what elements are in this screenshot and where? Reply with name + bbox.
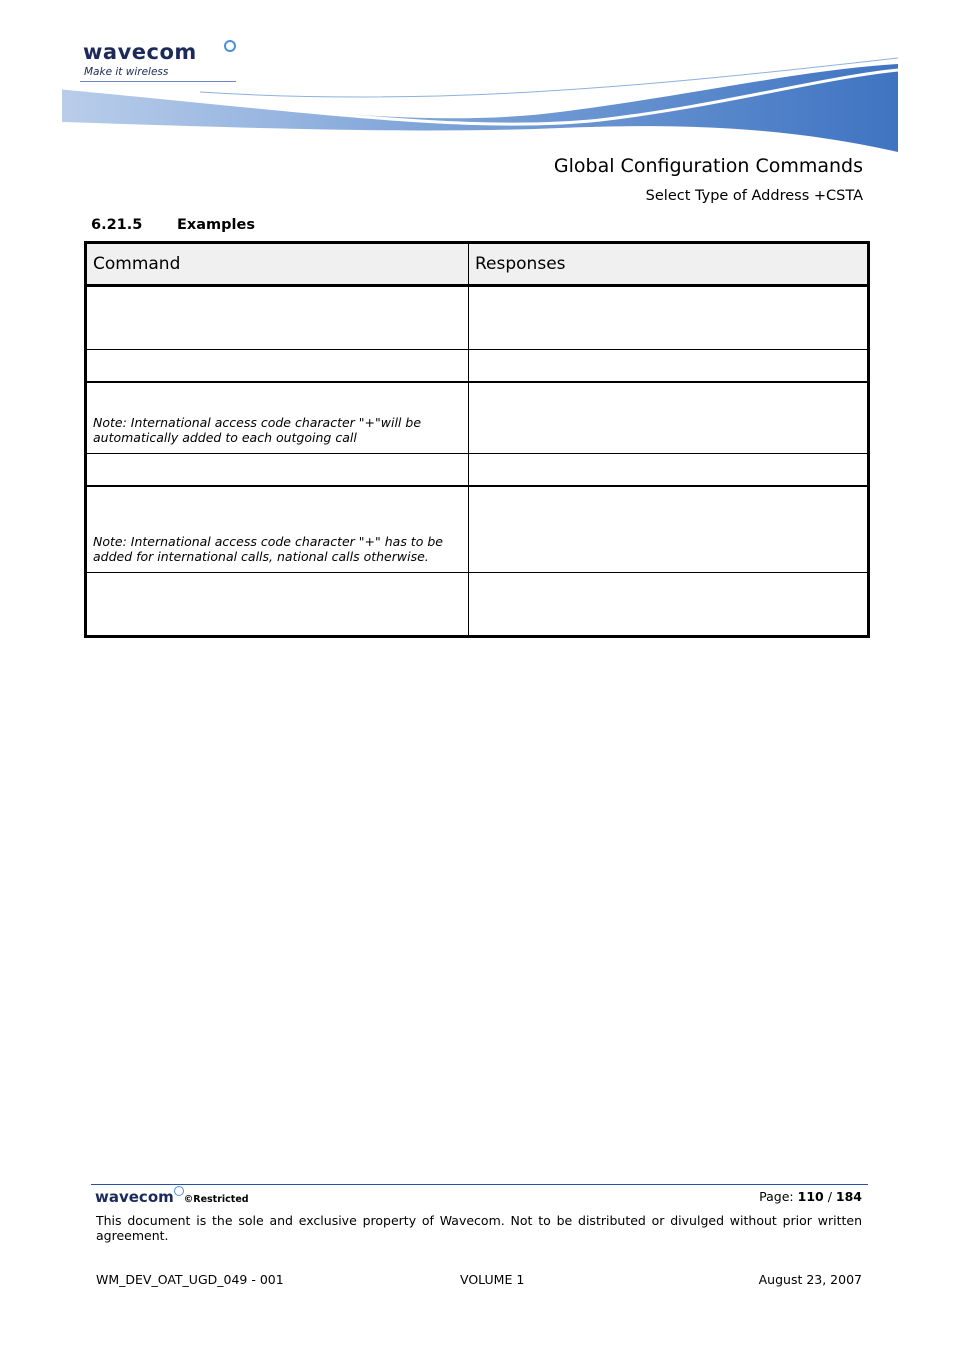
footer-logo	[95, 1188, 249, 1206]
command-cell	[86, 573, 469, 637]
table-row	[86, 573, 869, 637]
table-row	[86, 486, 869, 573]
command-cell	[86, 454, 469, 486]
page-header-title: Global Configuration Commands	[553, 155, 863, 177]
logo-wordmark: wavecom	[83, 40, 197, 64]
page-label: Page:	[759, 1189, 794, 1204]
section-number: 6.21.5	[91, 217, 143, 233]
section-title: Examples	[177, 217, 255, 233]
restricted-label: ©Restricted	[183, 1194, 249, 1205]
response-cell	[469, 454, 869, 486]
header-wave-banner	[0, 50, 954, 160]
command-cell	[86, 286, 469, 350]
table-header-row	[86, 243, 869, 286]
document-reference: WM_DEV_OAT_UGD_049 - 001	[96, 1272, 284, 1287]
footer-wordmark: wavecom	[95, 1188, 174, 1206]
confidentiality-notice: This document is the sole and exclusive property of Wavecom. Not to be distributed or divulged without prior written agreement.	[96, 1213, 862, 1243]
table-row	[86, 454, 869, 486]
page-separator: /	[827, 1189, 832, 1204]
column-header-responses: Responses	[469, 243, 869, 286]
column-header-command: Command	[86, 243, 469, 286]
table-row	[86, 382, 869, 454]
response-cell	[469, 573, 869, 637]
response-cell	[469, 486, 869, 573]
page-total: 184	[835, 1189, 862, 1204]
command-note-cell: Note: International access code character "+" has to be added for international calls, national calls otherwise.	[86, 486, 469, 573]
page-header-subtitle: Select Type of Address +CSTA	[645, 188, 863, 204]
document-date: August 23, 2007	[758, 1272, 862, 1287]
volume-label: VOLUME 1	[460, 1272, 525, 1287]
section-heading	[91, 217, 255, 233]
response-cell	[469, 382, 869, 454]
logo-tagline: Make it wireless	[84, 66, 169, 78]
page-number	[759, 1189, 862, 1204]
footer-divider	[91, 1184, 868, 1185]
command-note-cell: Note: International access code character "+"will be automatically added to each outgoing call	[86, 382, 469, 454]
response-cell	[469, 286, 869, 350]
table-row	[86, 286, 869, 350]
table-row	[86, 350, 869, 382]
footer-swirl-icon	[174, 1186, 184, 1196]
examples-table	[84, 241, 870, 638]
page-current: 110	[797, 1189, 824, 1204]
response-cell	[469, 350, 869, 382]
command-cell	[86, 350, 469, 382]
